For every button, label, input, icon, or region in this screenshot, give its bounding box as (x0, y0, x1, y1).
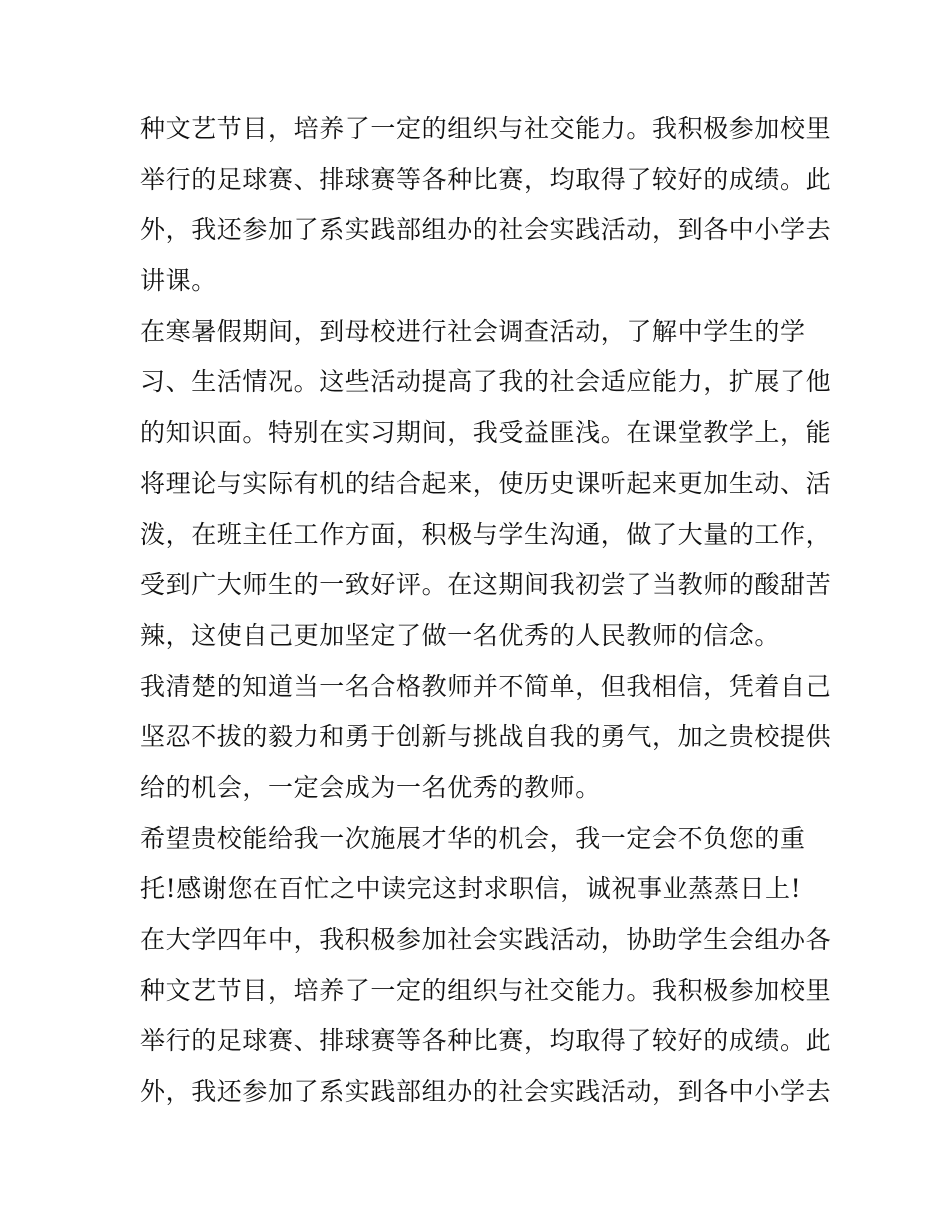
text-line: 种文艺节目，培养了一定的组织与社交能力。我积极参加校里 (140, 114, 832, 143)
text-line: 讲课。 (140, 266, 217, 296)
text-line: 的知识面。特别在实习期间，我受益匪浅。在课堂教学上，能 (140, 418, 832, 448)
text-line: 举行的足球赛、排球赛等各种比赛，均取得了较好的成绩。此 (140, 164, 832, 194)
text-line: 希望贵校能给我一次施展才华的机会，我一定会不负您的重 (140, 823, 806, 853)
text-line: 将理论与实际有机的结合起来，使历史课听起来更加生动、活 (140, 468, 832, 498)
text-line: 在大学四年中，我积极参加社会实践活动，协助学生会组办各 (140, 925, 832, 954)
text-line: 给的机会，一定会成为一名优秀的教师。 (140, 772, 601, 802)
text-line: 习、生活情况。这些活动提高了我的社会适应能力，扩展了他 (140, 367, 832, 397)
text-line: 外，我还参加了系实践部组办的社会实践活动，到各中小学去 (140, 215, 832, 245)
text-line: 受到广大师生的一致好评。在这期间我初尝了当教师的酸甜苦 (140, 570, 832, 600)
text-line: 我清楚的知道当一名合格教师并不简单，但我相信，凭着自己 (140, 671, 832, 701)
document-body (140, 104, 832, 1118)
text-line: 坚忍不拔的毅力和勇于创新与挑战自我的勇气，加之贵校提供 (140, 722, 832, 752)
text-line: 辣，这使自己更加坚定了做一名优秀的人民教师的信念。 (140, 620, 781, 650)
text-line: 在寒暑假期间，到母校进行社会调查活动，了解中学生的学 (140, 316, 806, 346)
text-line: 种文艺节目，培养了一定的组织与社交能力。我积极参加校里 (140, 975, 832, 1005)
text-line: 托!感谢您在百忙之中读完这封求职信，诚祝事业蒸蒸日上! (140, 874, 802, 904)
text-line: 外，我还参加了系实践部组办的社会实践活动，到各中小学去 (140, 1077, 832, 1107)
text-line: 泼，在班主任工作方面，积极与学生沟通，做了大量的工作， (140, 519, 832, 549)
text-line: 举行的足球赛、排球赛等各种比赛，均取得了较好的成绩。此 (140, 1026, 832, 1056)
